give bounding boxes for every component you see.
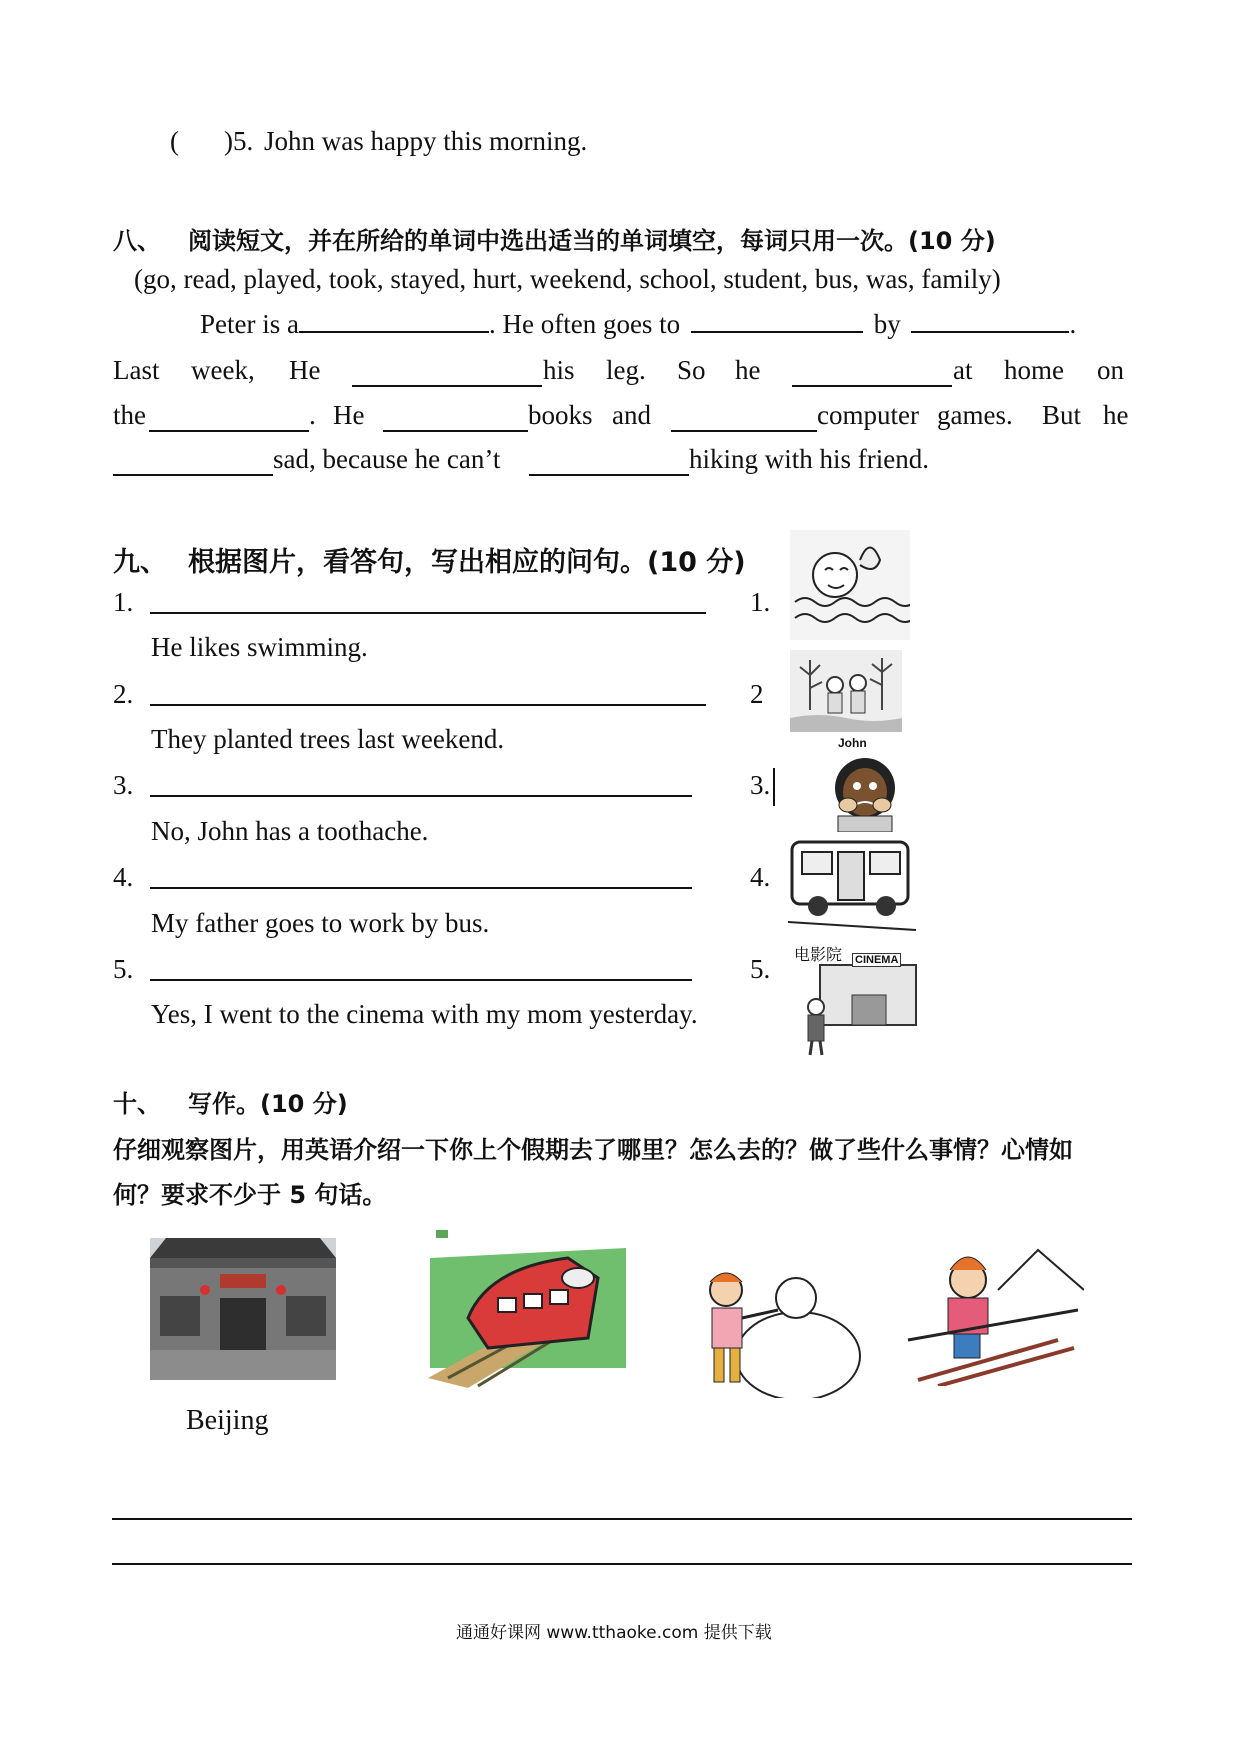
cinema-cn-label: 电影院 xyxy=(794,945,843,964)
toothache-picture xyxy=(810,750,924,832)
passage-text: and xyxy=(612,400,651,430)
section8-word-bank: (go, read, played, took, stayed, hurt, weekend, school, student, bus, was, family) xyxy=(134,264,1001,294)
fill-blank[interactable] xyxy=(671,408,817,432)
passage-line-1 xyxy=(200,309,1076,340)
section9-title: 根据图片，看答句，写出相应的问句。(10 分) xyxy=(188,547,746,578)
passage-text: he xyxy=(1103,400,1129,430)
picture-number: 5. xyxy=(750,954,771,984)
passage-text: He xyxy=(289,355,321,385)
writing-line[interactable] xyxy=(112,1518,1132,1520)
section8-number: 八、 xyxy=(113,227,161,255)
footer-text: 通通好课网 www.tthaoke.com 提供下载 xyxy=(456,1623,772,1643)
fill-blank[interactable] xyxy=(792,363,952,387)
train-picture xyxy=(428,1228,628,1388)
fill-blank[interactable] xyxy=(149,408,309,432)
question-number: 3. xyxy=(113,770,134,800)
passage-text: on xyxy=(1097,355,1124,385)
writing-instruction: 何？要求不少于 5 句话。 xyxy=(113,1181,387,1209)
section9-number: 九、 xyxy=(113,547,167,578)
passage-text: by xyxy=(873,309,901,339)
passage-text: Last xyxy=(113,355,160,385)
passage-text: hiking with his friend. xyxy=(689,444,929,474)
section8-title: 阅读短文，并在所给的单词中选出适当的单词填空，每词只用一次。(10 分) xyxy=(188,227,996,255)
swimming-picture xyxy=(790,530,910,640)
fill-blank[interactable] xyxy=(299,309,489,333)
beijing-caption: Beijing xyxy=(186,1405,269,1436)
skiing-picture xyxy=(898,1240,1084,1386)
passage-text: Peter is a xyxy=(200,309,299,339)
passage-text: his xyxy=(543,355,575,385)
passage-text: home xyxy=(1004,355,1064,385)
question-number: 2. xyxy=(113,679,134,709)
answer-line[interactable] xyxy=(150,795,692,797)
passage-text: . xyxy=(309,400,316,430)
section10-title: 写作。(10 分) xyxy=(188,1090,348,1118)
planting-trees-picture xyxy=(790,650,902,732)
writing-line[interactable] xyxy=(112,1563,1132,1565)
passage-text: the xyxy=(113,400,146,430)
answer-sentence: Yes, I went to the cinema with my mom yesterday. xyxy=(151,999,698,1029)
section10-number: 十、 xyxy=(113,1090,161,1118)
q5-statement: John was happy this morning. xyxy=(264,126,588,156)
fill-blank[interactable] xyxy=(352,363,542,387)
passage-text: he xyxy=(735,355,761,385)
fill-blank[interactable] xyxy=(383,408,528,432)
passage-text: at xyxy=(953,355,973,385)
fill-blank[interactable] xyxy=(529,452,689,476)
answer-line[interactable] xyxy=(150,612,706,614)
question-number: 4. xyxy=(113,862,134,892)
cinema-picture xyxy=(790,945,918,1057)
passage-text: But xyxy=(1042,400,1082,430)
john-label: John xyxy=(838,736,867,750)
passage-text: leg. xyxy=(606,355,646,385)
cinema-sign: CINEMA xyxy=(852,953,901,967)
passage-text: So xyxy=(677,355,706,385)
writing-instruction: 仔细观察图片，用英语介绍一下你上个假期去了哪里？怎么去的？做了些什么事情？心情如 xyxy=(113,1136,1073,1164)
answer-sentence: No, John has a toothache. xyxy=(151,816,429,846)
bus-picture xyxy=(788,832,916,934)
passage-text: . xyxy=(1069,309,1077,339)
passage-text: games. xyxy=(937,400,1013,430)
text-cursor xyxy=(773,768,775,806)
answer-sentence: They planted trees last weekend. xyxy=(151,724,505,754)
fill-blank[interactable] xyxy=(691,309,863,333)
picture-number: 1. xyxy=(750,587,771,617)
picture-number: 2 xyxy=(750,679,764,709)
question-number: 1. xyxy=(113,587,134,617)
q5-number: )5. xyxy=(224,126,254,156)
fill-blank[interactable] xyxy=(113,452,273,476)
passage-text: . He often goes to xyxy=(488,309,681,339)
answer-sentence: My father goes to work by bus. xyxy=(151,908,490,938)
snowman-picture xyxy=(678,1238,864,1398)
q5-open-paren: ( xyxy=(170,126,179,156)
answer-line[interactable] xyxy=(150,887,692,889)
picture-number: 4. xyxy=(750,862,771,892)
answer-sentence: He likes swimming. xyxy=(151,632,368,662)
fill-blank[interactable] xyxy=(911,309,1069,333)
passage-text: sad, because he can’t xyxy=(273,444,501,474)
passage-text: week, xyxy=(191,355,255,385)
beijing-building-picture xyxy=(150,1238,336,1380)
passage-text: books xyxy=(528,400,593,430)
answer-line[interactable] xyxy=(150,979,692,981)
passage-text: computer xyxy=(817,400,919,430)
picture-number: 3. xyxy=(750,770,771,800)
question-number: 5. xyxy=(113,954,134,984)
passage-text: He xyxy=(333,400,365,430)
answer-line[interactable] xyxy=(150,704,706,706)
